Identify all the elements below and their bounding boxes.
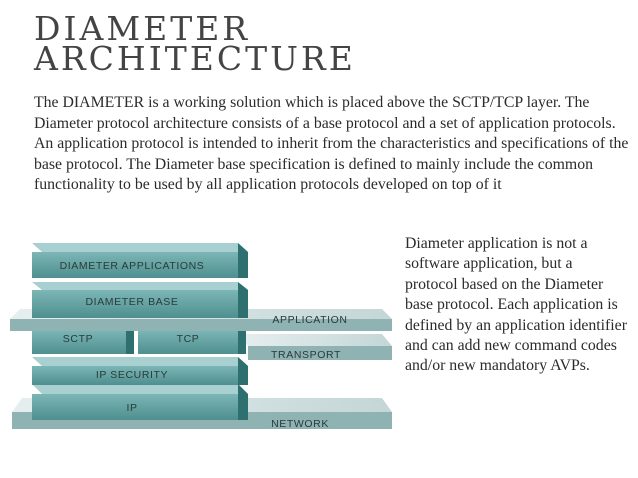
block-label-sctp: SCTP (62, 333, 94, 345)
block-label-tcp: TCP (176, 333, 200, 345)
block-label-diameter-base: DIAMETER BASE (85, 296, 179, 308)
title-line-2: ARCHITECTURE (34, 39, 356, 78)
block-label-ip: IP (126, 402, 138, 414)
layer-label-network: NETWORK (271, 418, 329, 430)
slide-title (34, 9, 356, 78)
ip-block (32, 384, 248, 420)
architecture-diagram (0, 230, 400, 440)
layer-label-transport: TRANSPORT (271, 349, 341, 361)
intro-paragraph: The DIAMETER is a working solution which is placed above the SCTP/TCP layer. The Diameter protocol architecture consists of a base protocol and a set of application protocols. An application protocol is intended to inherit from the characteristics and specifications of the base protocol. The Diameter base specification is defined to mainly include the common functionality to be used by all application protocols developed on top of it (34, 94, 629, 194)
title-line-1: DIAMETER (34, 9, 251, 48)
layer-label-application: APPLICATION (272, 314, 348, 326)
block-label-diameter-applications: DIAMETER APPLICATIONS (59, 260, 205, 272)
side-note-paragraph: Diameter application is not a software application, but a protocol based on the Diameter base protocol. Each application is defined by an application identifier and can add new command codes and/or new mandatory AVPs. (405, 235, 627, 375)
block-label-ip-security: IP SECURITY (95, 369, 169, 381)
